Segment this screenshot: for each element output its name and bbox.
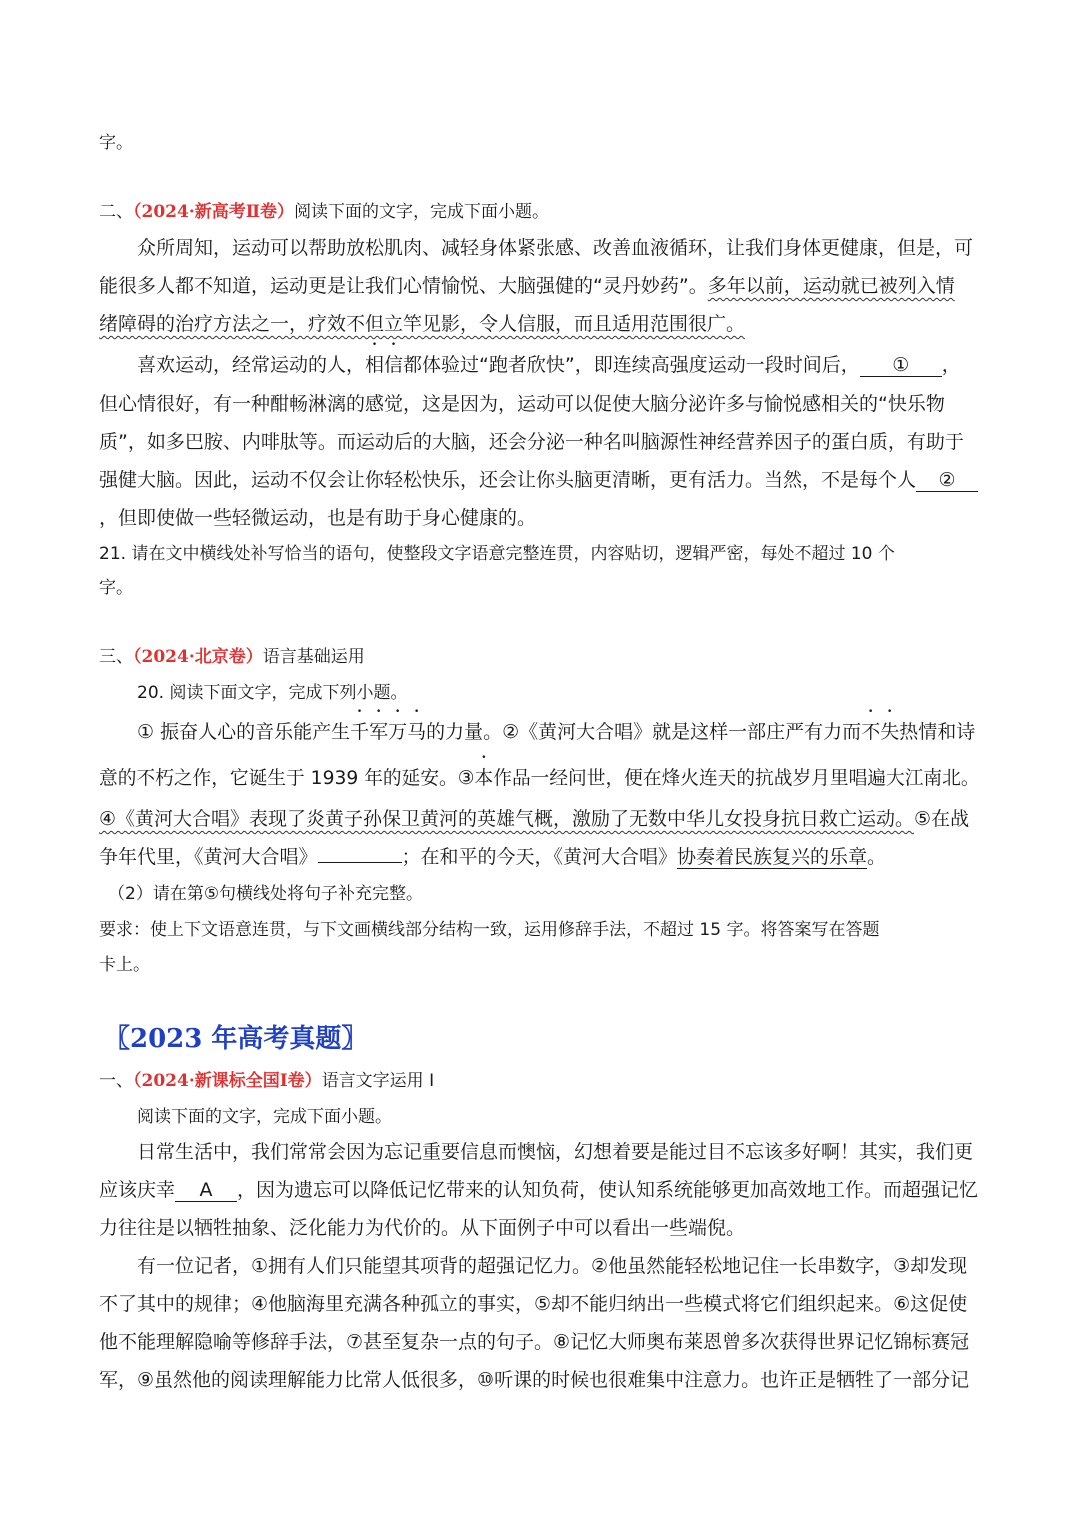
sec2-para2-line5: ，但即使做一些轻微运动，也是有助于身心健康的。 [99,507,537,529]
sec3-line2 [99,763,980,793]
sec2-para2-line1 [137,350,961,380]
question-21-line2: 字。 [99,578,133,598]
dotted-char: 信 [384,354,404,376]
dotted-char: 失 [880,721,900,743]
previous-question-tail: 字。 [99,133,133,153]
section-3-number: 三、 [99,647,133,667]
section-3-source: （2024·北京卷） [133,647,263,667]
blank-1: ① [860,354,942,377]
section-2-instruction: 阅读下面的文字，完成下面小题。 [294,202,550,222]
dotted-char: 千 [350,721,370,743]
sec1b-para1-line1: 日常生活中，我们常常会因为忘记重要信息而懊恼，幻想着要是能过目不忘该多好啊！其实，我们更 [137,1141,974,1163]
read-instruction: 阅读下面的文字，完成下面小题。 [137,1107,392,1127]
sec1b-text: 应该庆幸 [99,1179,176,1201]
dotted-char: 不 [861,721,881,743]
sec2-wavy-sentence-start: 多年以前，运动就已被列入情 [707,275,955,297]
sec3-line3 [99,804,969,834]
requirement-line1: 要求：使上下文语意连贯，与下文画横线部分结构一致，运用修辞手法，不超过 15 字。将答案写在答题 [99,920,880,940]
sec1b-para2-line3: 他不能理解隐喻等修辞手法，⑦甚至复杂一点的句子。⑧记忆大师奥布莱恩曾多次获得世界记忆锦标赛冠 [99,1331,970,1353]
sec3-text: ① 振奋人心的音乐能产生 [137,721,351,743]
dotted-char: 本 [474,767,494,789]
sub-question-2: （2）请在第⑤句横线处将句子补充完整。 [108,884,424,904]
sec2-para1-line2 [99,271,955,301]
question-20: 20. 阅读下面文字，完成下列小题。 [137,683,408,703]
section-1b-instruction: 语言文字运用 I [321,1071,435,1091]
sec2-para2-comma: ， [941,354,961,376]
dotted-char: 万 [388,721,408,743]
sec1b-para1-line2 [99,1175,978,1205]
sec3-text: 热情和诗 [899,721,976,743]
sec2-para2-text-b: 都体验过“跑者欣快”，即连续高强度运动一段时间后， [403,354,860,376]
sec1b-para1-line3: 力往往是以牺牲抽象、泛化能力为代价的。从下面例子中可以看出一些端倪。 [99,1217,746,1239]
section-3-header [99,645,365,669]
sec2-para2-text-c: 强健大脑。因此，运动不仅会让你轻松快乐，还会让你头脑更清晰，更有活力。当然，不是每个人 [99,469,917,491]
sec3-text: ⑤在战 [914,808,970,830]
sec1b-text: ，因为遗忘可以降低记忆带来的认知负荷，使认知系统能够更加高效地工作。而超强记忆 [237,1179,979,1201]
sec3-text: 。 [867,846,887,868]
sec3-wavy-sentence: ④《黄河大合唱》表现了炎黄子孙保卫黄河的英雄气概，激励了无数中华儿女投身抗日救亡运动。 [99,808,915,830]
sec3-text: ；在和平的今天，《黄河大合唱》 [401,846,678,868]
sec3-text: 意的不朽之作，它诞生于 1939 年的延安。③ [99,767,475,789]
sec2-para1-line1: 众所周知，运动可以帮助放松肌肉、减轻身体紧张感、改善血液循环，让我们身体更健康，但是，可 [137,237,974,259]
section-1b-source: （2024·新课标全国Ⅰ卷） [133,1071,322,1091]
sec1b-para2-line1: 有一位记者，①拥有人们只能望其项背的超强记忆力。②他虽然能轻松地记住一长串数字，③却发现 [137,1255,968,1277]
section-3-instruction: 语言基础运用 [262,647,365,667]
sec2-para1-line3 [99,309,745,339]
section-1b-number: 一、 [99,1071,133,1091]
sec3-text: 作品一经问世，便在烽火连天的抗战岁月里唱遍大江南北。 [493,767,980,789]
question-21-line1: 21. 请在文中横线处补写恰当的语句，使整段文字语意完整连贯，内容贴切，逻辑严密，每处不超过 10 个 [99,544,895,564]
requirement-line2: 卡上。 [99,955,150,975]
blank-2: ② [916,469,978,492]
blank-sentence-5 [318,862,402,863]
sec3-underlined-phrase: 协奏着民族复兴的乐章 [677,846,868,868]
sec2-para2-line3: 质”，如多巴胺、内啡肽等。而运动后的大脑，还会分泌一种名叫脑源性神经营养因子的蛋白质，有助于 [99,431,964,453]
sec3-text: 争年代里，《黄河大合唱》 [99,846,318,868]
section-1b-header [99,1069,434,1093]
sec2-wavy-sentence-end: 绪障碍的治疗方法之一，疗效不但立竿见影，令人信服，而且适用范围很广。 [99,313,746,335]
dotted-char: 马 [407,721,427,743]
section-2-header [99,200,549,224]
sec3-line4 [99,842,886,872]
sec2-para2-line2: 但心情很好，有一种酣畅淋漓的感觉，这是因为，运动可以促使大脑分泌许多与愉悦感相关的“快乐物 [99,393,945,415]
heading-2023-exam: 〖2023 年高考真题〗 [104,1024,368,1054]
sec3-line1 [137,717,975,747]
blank-A: A [175,1179,237,1202]
sec2-para2-text-a: 喜欢运动，经常运动的人， [137,354,366,376]
dotted-char: 相 [365,354,385,376]
dotted-char: 军 [369,721,389,743]
sec1b-para2-line4: 军，⑨虽然他的阅读理解能力比常人低很多，⑩听课的时候也很难集中注意力。也许正是牺牲了一部分记 [99,1369,970,1391]
section-2-source: （2024·新高考Ⅱ卷） [133,202,295,222]
section-2-number: 二、 [99,202,133,222]
sec2-para1-text: 能很多人都不知道，运动更是让我们心情愉悦、大脑强健的“灵丹妙药”。 [99,275,708,297]
sec2-para2-line4 [99,465,978,495]
sec1b-para2-line2: 不了其中的规律；④他脑海里充满各种孤立的事实，⑤却不能归纳出一些模式将它们组织起来。⑥这促使 [99,1293,968,1315]
sec3-text: 的力量。②《黄河大合唱》就是这样一部庄严有力而 [426,721,862,743]
